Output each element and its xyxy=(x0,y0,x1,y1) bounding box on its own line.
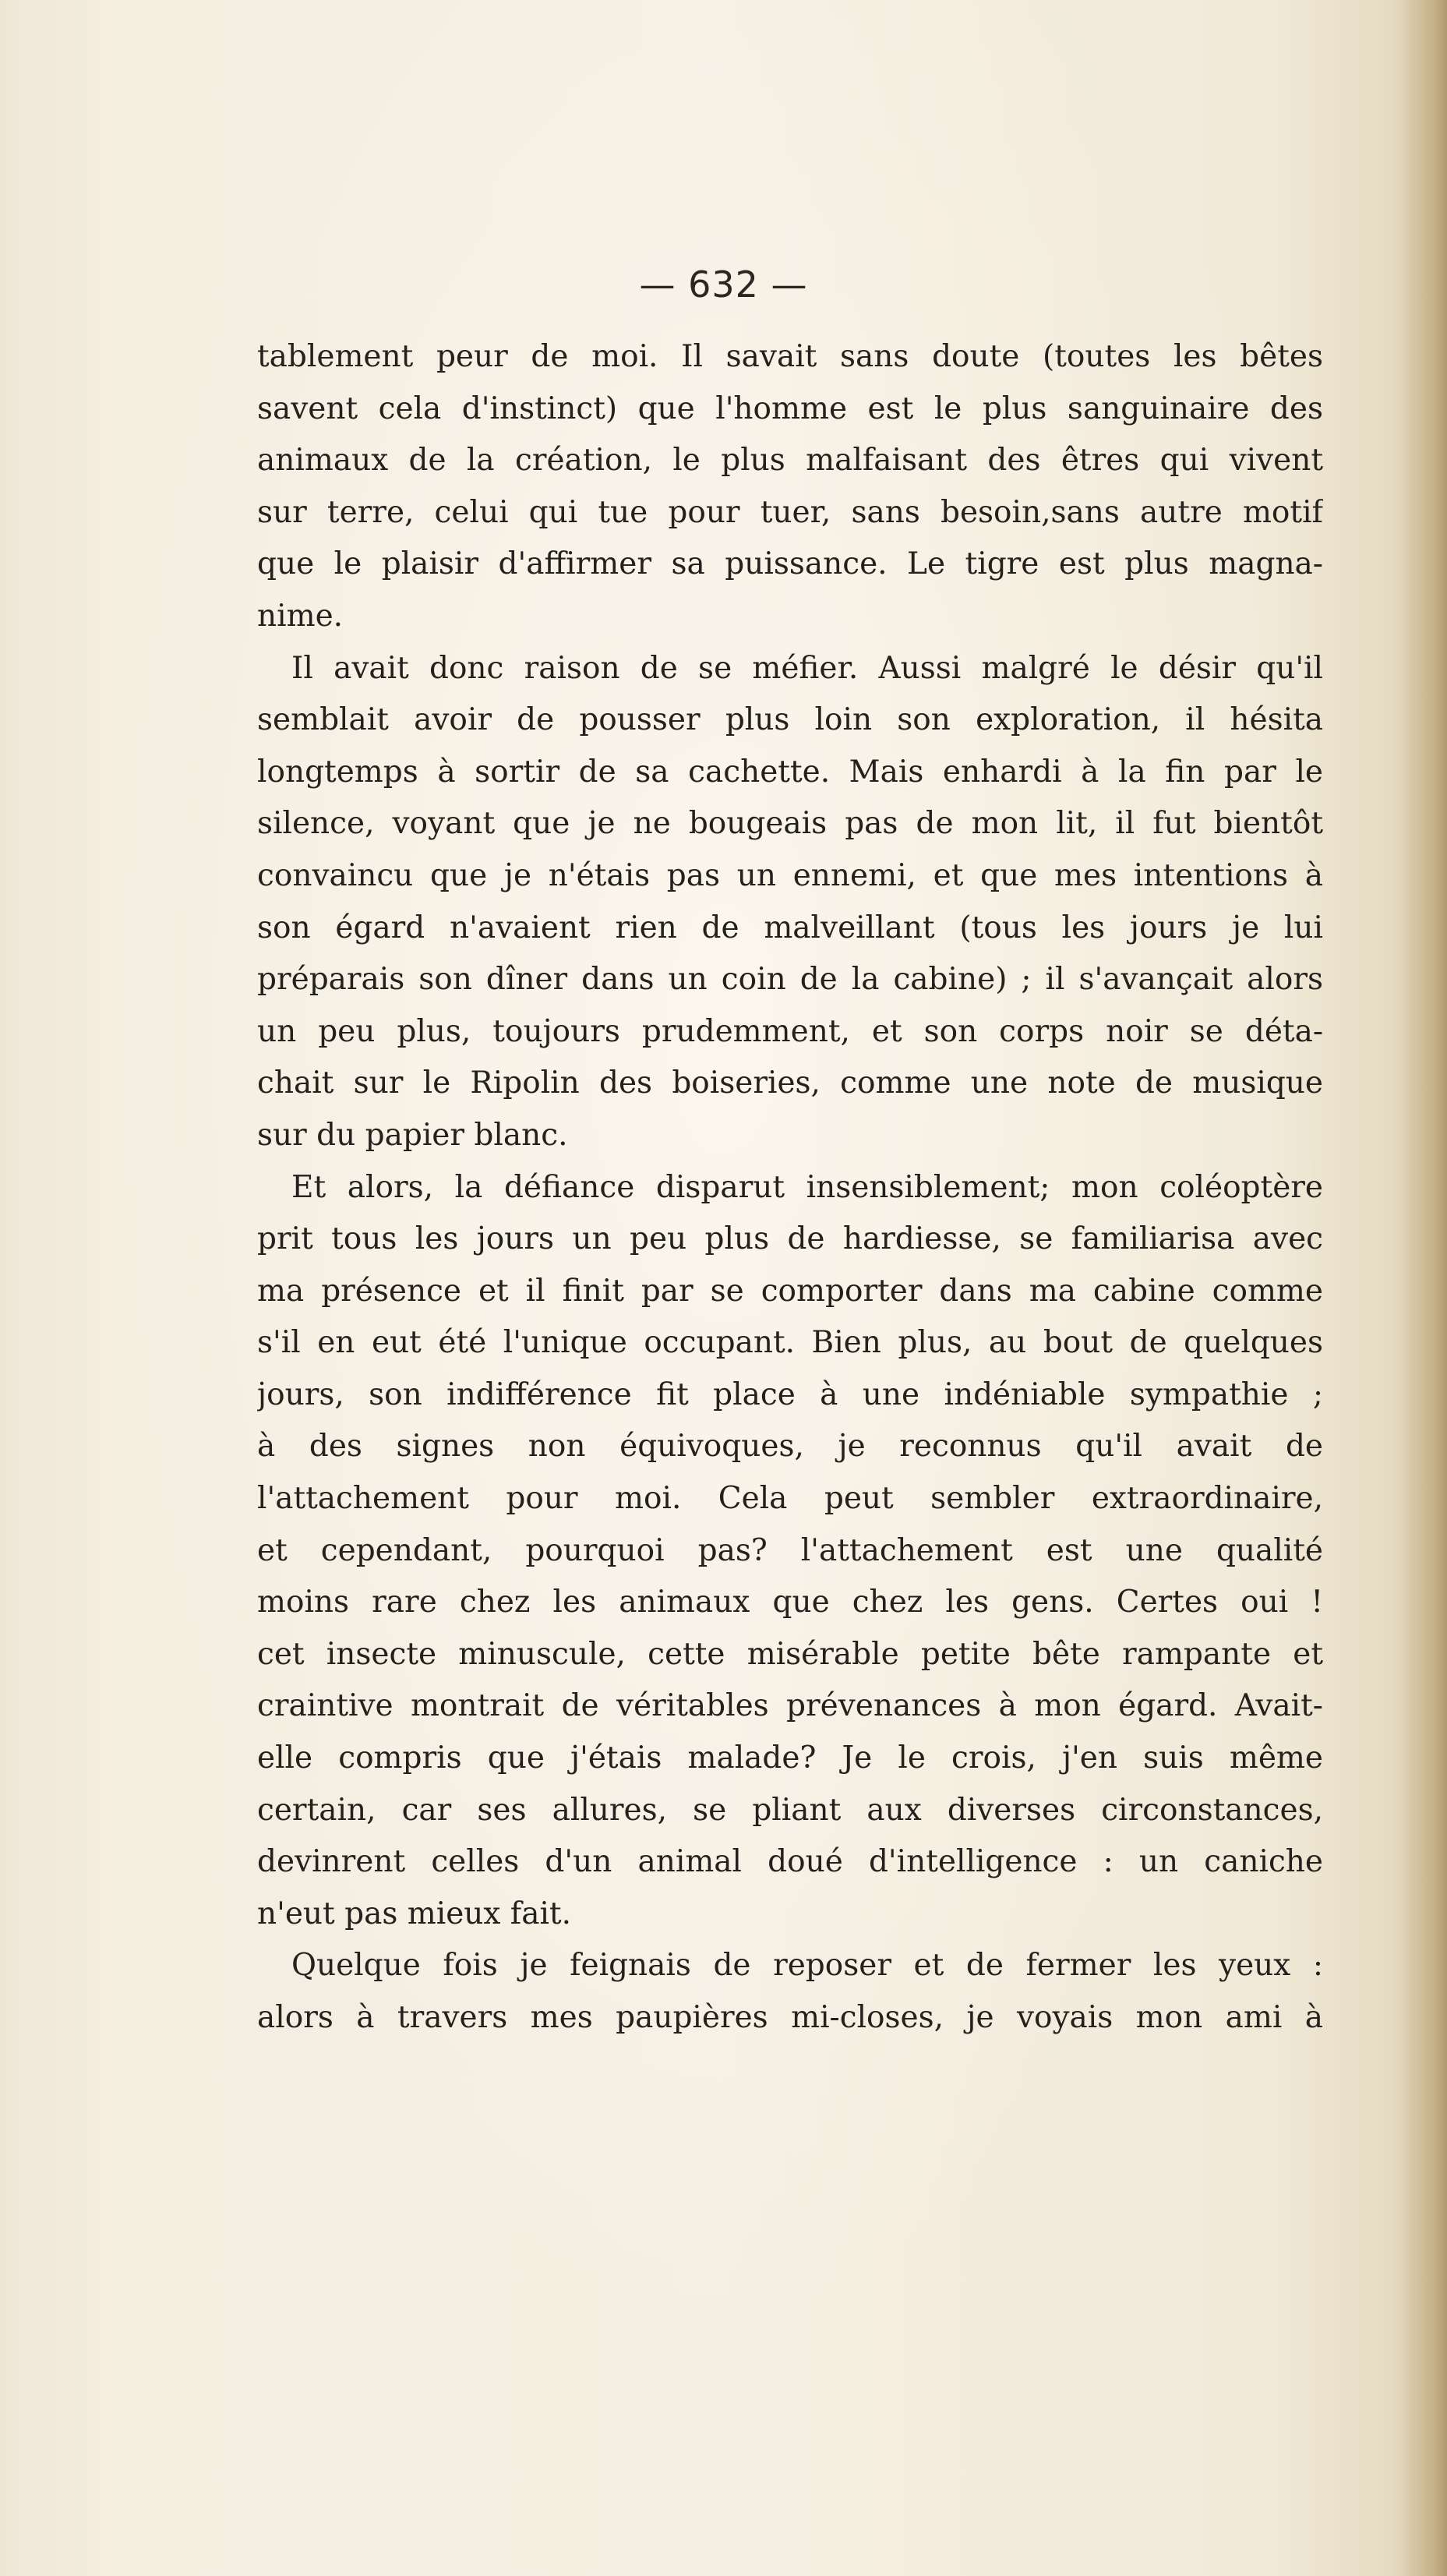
page-edge-shadow xyxy=(1400,0,1447,2576)
text-line: cet insecte minuscule, cette misérable petite bête rampante et xyxy=(257,1636,1323,1672)
body-text xyxy=(257,331,1323,2044)
text-line: jours, son indifférence fit place à une indéniable sympathie ; xyxy=(257,1376,1323,1412)
text-line: animaux de la création, le plus malfaisant des êtres qui vivent xyxy=(257,443,1323,479)
text-line: elle compris que j'étais malade? Je le crois, j'en suis même xyxy=(257,1740,1323,1776)
text-line: tablement peur de moi. Il savait sans doute (toutes les bêtes xyxy=(257,339,1323,374)
text-line: Il avait donc raison de se méfier. Aussi malgré le désir qu'il xyxy=(291,650,1323,686)
text-line: n'eut pas mieux fait. xyxy=(257,1896,572,1931)
text-line: convaincu que je n'étais pas un ennemi, et que mes intentions à xyxy=(257,857,1323,893)
text-line: nime. xyxy=(257,598,344,634)
text-line: son égard n'avaient rien de malveillant (tous les jours je lui xyxy=(257,910,1323,945)
text-line: devinrent celles d'un animal doué d'intelligence : un caniche xyxy=(257,1844,1323,1880)
text-line: chait sur le Ripolin des boiseries, comme une note de musique xyxy=(257,1065,1323,1101)
text-line: préparais son dîner dans un coin de la cabine) ; il s'avançait alors xyxy=(257,962,1323,998)
text-line: craintive montrait de véritables prévenances à mon égard. Avait- xyxy=(257,1688,1323,1724)
text-line: longtemps à sortir de sa cachette. Mais enhardi à la fin par le xyxy=(257,754,1323,790)
text-line: Quelque fois je feignais de reposer et de fermer les yeux : xyxy=(291,1948,1323,1984)
text-line: alors à travers mes paupières mi-closes, je voyais mon ami à xyxy=(257,2000,1323,2035)
text-line: sur terre, celui qui tue pour tuer, sans besoin,sans autre motif xyxy=(257,494,1323,530)
text-line: que le plaisir d'affirmer sa puissance. Le tigre est plus magna- xyxy=(257,546,1323,582)
text-line: ma présence et il finit par se comporter dans ma cabine comme xyxy=(257,1273,1323,1309)
text-line: sur du papier blanc. xyxy=(257,1117,568,1153)
text-line: s'il en eut été l'unique occupant. Bien plus, au bout de quelques xyxy=(257,1325,1323,1361)
text-line: savent cela d'instinct) que l'homme est le plus sanguinaire des xyxy=(257,390,1323,426)
text-line: prit tous les jours un peu plus de hardiesse, se familiarisa avec xyxy=(257,1221,1323,1257)
text-line: et cependant, pourquoi pas? l'attachement est une qualité xyxy=(257,1532,1323,1568)
text-line: Et alors, la défiance disparut insensiblement; mon coléoptère xyxy=(291,1169,1323,1205)
text-line: un peu plus, toujours prudemment, et son corps noir se déta- xyxy=(257,1013,1323,1049)
text-line: l'attachement pour moi. Cela peut sembler extraordinaire, xyxy=(257,1481,1323,1517)
text-line: semblait avoir de pousser plus loin son exploration, il hésita xyxy=(257,702,1323,738)
text-line: à des signes non équivoques, je reconnus qu'il avait de xyxy=(257,1429,1323,1465)
page-number: — 632 — xyxy=(639,263,808,306)
text-line: silence, voyant que je ne bougeais pas de mon lit, il fut bientôt xyxy=(257,806,1323,842)
text-line: certain, car ses allures, se pliant aux diverses circonstances, xyxy=(257,1792,1323,1828)
text-line: moins rare chez les animaux que chez les gens. Certes oui ! xyxy=(257,1585,1323,1620)
